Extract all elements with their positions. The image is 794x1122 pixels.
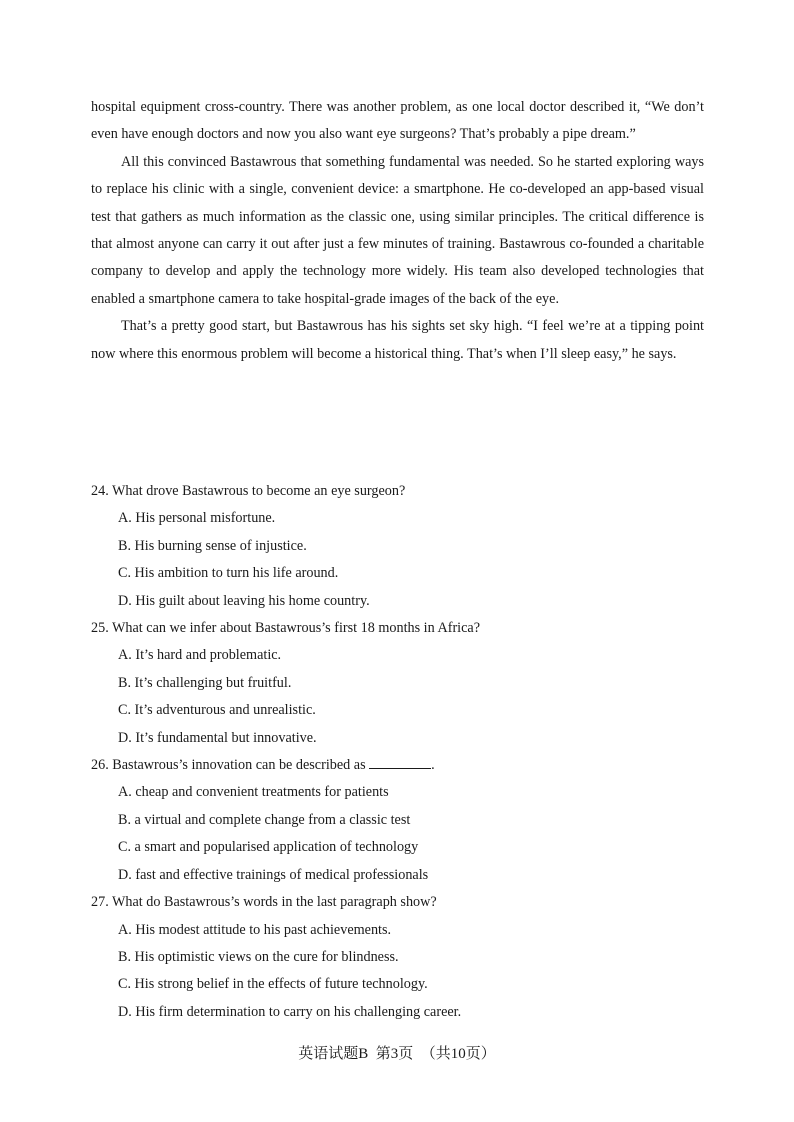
passage-paragraph: hospital equipment cross-country. There was another problem, as one local doctor described it, “We don’t even have enough doctors and now you also want eye surgeons? That’s probably a pipe dream.” bbox=[91, 99, 704, 143]
page-footer: 英语试题B 第3页 （共10页） bbox=[298, 1046, 496, 1062]
question-stem: 25. What can we infer about Bastawrous’s first 18 months in Africa? bbox=[91, 620, 481, 637]
option-list bbox=[91, 779, 704, 889]
option-a: A. It’s hard and problematic. bbox=[118, 647, 282, 664]
option-a: A. His modest attitude to his past achievements. bbox=[118, 921, 392, 938]
question-25 bbox=[91, 615, 704, 752]
question-stem-end: . bbox=[431, 757, 435, 774]
question-27 bbox=[91, 889, 704, 1026]
option-c: C. His strong belief in the effects of future technology. bbox=[118, 976, 428, 993]
option-c: C. It’s adventurous and unrealistic. bbox=[118, 702, 316, 719]
question-26 bbox=[91, 752, 704, 889]
option-d: D. His guilt about leaving his home country. bbox=[118, 592, 370, 609]
option-b: B. a virtual and complete change from a classic test bbox=[118, 811, 411, 828]
answer-blank bbox=[369, 754, 431, 769]
question-24 bbox=[91, 478, 704, 615]
passage-paragraph: That’s a pretty good start, but Bastawrous has his sights set sky high. “I feel we’re at a tipping point now where this enormous problem will become a historical thing. That’s when I’ll sleep easy,” he says. bbox=[91, 318, 704, 362]
question-stem: 24. What drove Bastawrous to become an eye surgeon? bbox=[91, 483, 406, 499]
question-list bbox=[91, 478, 704, 1026]
option-c: C. a smart and popularised application of technology bbox=[118, 839, 419, 856]
option-d: D. It’s fundamental but innovative. bbox=[118, 729, 317, 746]
question-stem: 27. What do Bastawrous’s words in the last paragraph show? bbox=[91, 894, 437, 911]
option-b: B. It’s challenging but fruitful. bbox=[118, 674, 292, 691]
option-list bbox=[91, 642, 704, 752]
option-b: B. His optimistic views on the cure for blindness. bbox=[118, 948, 399, 965]
option-a: A. His personal misfortune. bbox=[118, 510, 276, 527]
option-a: A. cheap and convenient treatments for patients bbox=[118, 784, 389, 801]
option-list bbox=[91, 917, 704, 1027]
question-stem: 26. Bastawrous’s innovation can be described as bbox=[91, 757, 366, 774]
question-stem-line bbox=[91, 752, 704, 779]
option-d: D. His firm determination to carry on his challenging career. bbox=[118, 1003, 462, 1020]
option-c: C. His ambition to turn his life around. bbox=[118, 565, 339, 582]
option-d: D. fast and effective trainings of medical professionals bbox=[118, 866, 429, 883]
option-list bbox=[91, 505, 704, 615]
option-b: B. His burning sense of injustice. bbox=[118, 537, 307, 554]
passage-paragraph: All this convinced Bastawrous that something fundamental was needed. So he started exploring ways to replace his clinic with a single, convenient device: a smartphone. He co-developed an app-based visual test that gathers as much information as the classic one, using similar principles. The critical difference is that almost anyone can carry it out after just a few minutes of training. Bastawrous co-founded a charitable company to develop and apply the technology more widely. His team also developed technologies that enabled a smartphone camera to take hospital-grade images of the back of the eye. bbox=[91, 153, 704, 307]
reading-passage bbox=[91, 94, 704, 368]
